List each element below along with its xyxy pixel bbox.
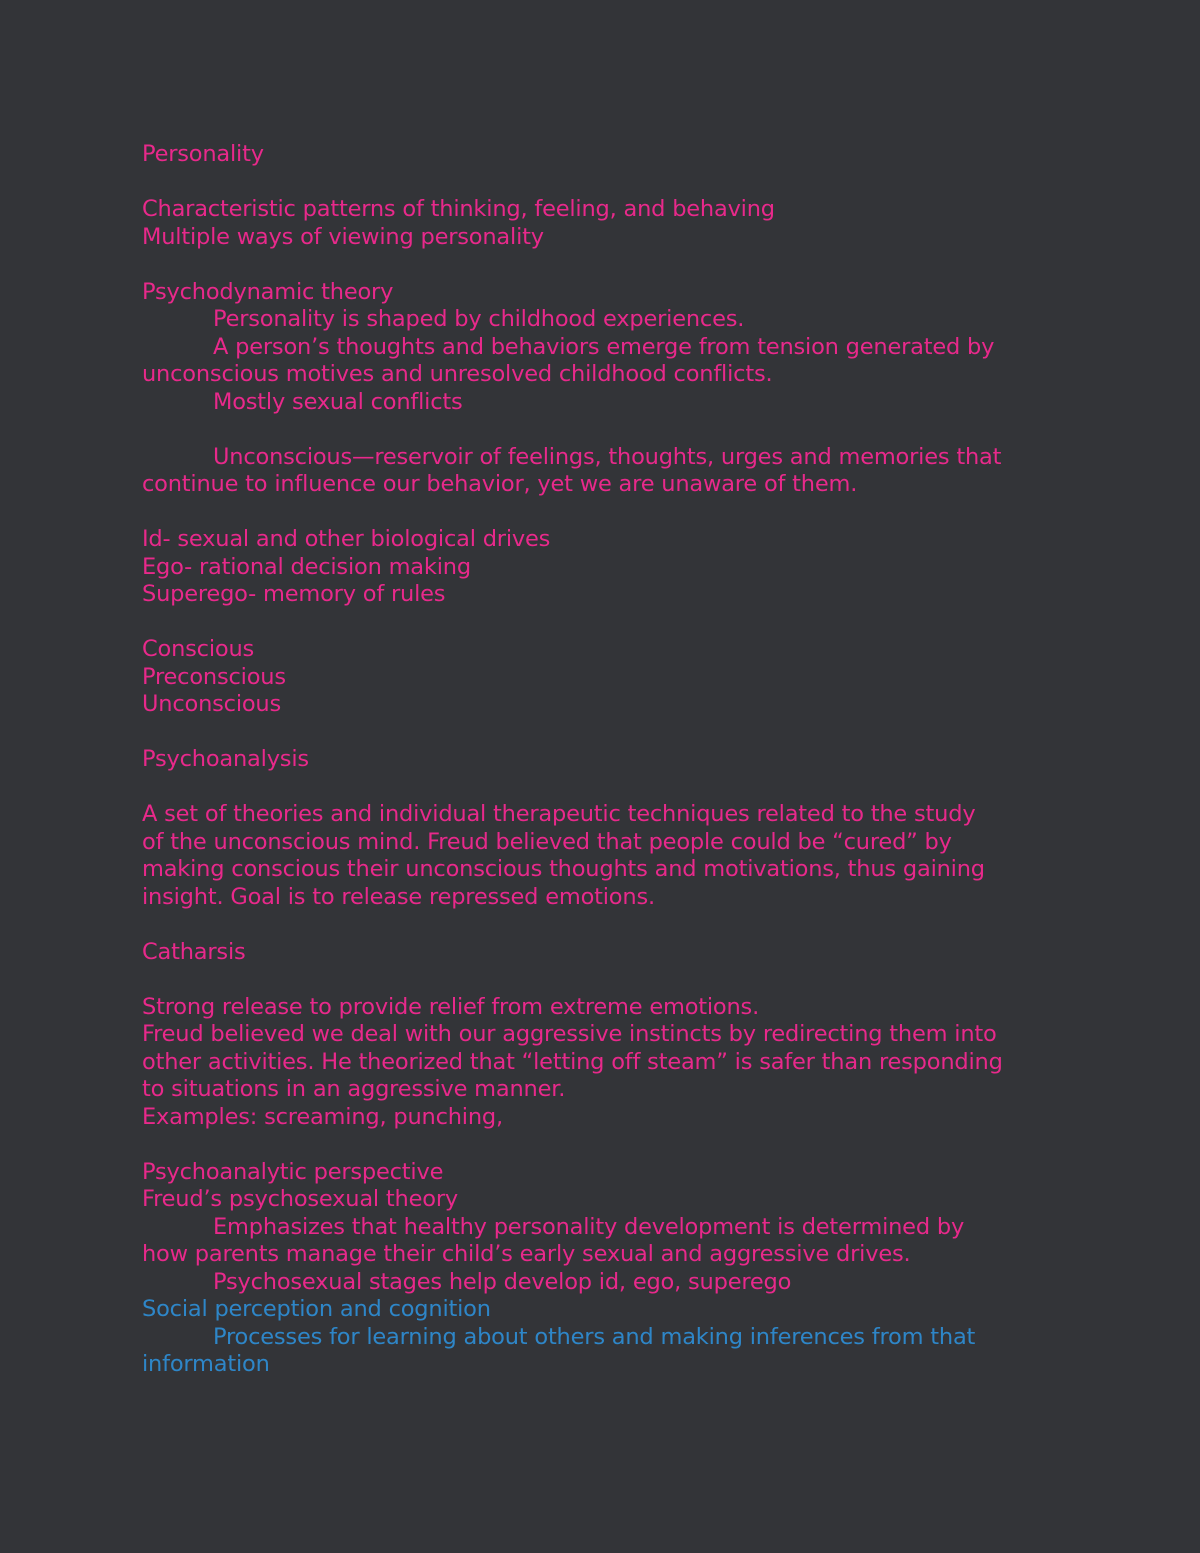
- psychoanalysis-text: making conscious their unconscious thoughts and motivations, thus gaining: [142, 856, 985, 882]
- catharsis-text: Strong release to provide relief from extreme emotions.: [142, 993, 760, 1020]
- psychosexual-point: Psychosexual stages help develop id, ego, superego: [213, 1268, 792, 1295]
- psychosexual-point-cont: how parents manage their child’s early sexual and aggressive drives.: [142, 1241, 911, 1267]
- heading-catharsis: Catharsis: [142, 938, 246, 965]
- psychoanalysis-text: A set of theories and individual therapeutic techniques related to the study: [142, 801, 976, 827]
- structure-superego: Superego- memory of rules: [142, 581, 446, 607]
- psychodynamic-point: A person’s thoughts and behaviors emerge from tension generated by: [213, 333, 995, 360]
- psychoanalysis-text: of the unconscious mind. Freud believed that people could be “cured” by: [142, 828, 952, 855]
- subheading-psychosexual-theory: Freud’s psychosexual theory: [142, 1186, 458, 1212]
- blank-line: [142, 251, 1072, 279]
- heading-psychodynamic-theory: Psychodynamic theory: [142, 278, 394, 305]
- blank-line: [142, 719, 1072, 747]
- catharsis-text: Freud believed we deal with our aggressive instincts by redirecting them into: [142, 1021, 997, 1047]
- section-title-personality: Personality: [142, 141, 264, 167]
- blank-line: [142, 169, 1072, 197]
- psychosexual-point: Emphasizes that healthy personality development is determined by: [213, 1213, 965, 1240]
- unconscious-definition: Unconscious—reservoir of feelings, thoughts, urges and memories that: [213, 443, 1002, 470]
- level-conscious: Conscious: [142, 636, 255, 662]
- psychodynamic-point-cont: unconscious motives and unresolved childhood conflicts.: [142, 361, 773, 387]
- blank-line: [142, 774, 1072, 802]
- structure-id: Id- sexual and other biological drives: [142, 526, 551, 552]
- social-perception-point: Processes for learning about others and making inferences from that: [213, 1323, 976, 1350]
- blank-line: [142, 609, 1072, 637]
- blank-line: [142, 966, 1072, 994]
- heading-psychoanalytic-perspective: Psychoanalytic perspective: [142, 1158, 444, 1185]
- level-preconscious: Preconscious: [142, 663, 286, 690]
- catharsis-text: other activities. He theorized that “letting off steam” is safer than responding: [142, 1048, 1003, 1075]
- level-unconscious: Unconscious: [142, 691, 282, 717]
- catharsis-examples: Examples: screaming, punching,: [142, 1103, 503, 1130]
- blank-line: [142, 1131, 1072, 1159]
- blank-line: [142, 911, 1072, 939]
- blank-line: [142, 416, 1072, 444]
- catharsis-text: to situations in an aggressive manner.: [142, 1076, 566, 1102]
- personality-definition: Characteristic patterns of thinking, feeling, and behaving: [142, 196, 775, 222]
- document-body: [142, 141, 1072, 1379]
- psychodynamic-point: Mostly sexual conflicts: [213, 388, 463, 415]
- personality-note: Multiple ways of viewing personality: [142, 223, 544, 250]
- psychoanalysis-text: insight. Goal is to release repressed emotions.: [142, 883, 655, 910]
- blank-line: [142, 499, 1072, 527]
- heading-social-perception: Social perception and cognition: [142, 1296, 491, 1322]
- unconscious-definition-cont: continue to influence our behavior, yet we are unaware of them.: [142, 471, 858, 497]
- structure-ego: Ego- rational decision making: [142, 553, 471, 580]
- social-perception-point-cont: information: [142, 1351, 270, 1377]
- heading-psychoanalysis: Psychoanalysis: [142, 746, 309, 772]
- psychodynamic-point: Personality is shaped by childhood experiences.: [213, 306, 745, 332]
